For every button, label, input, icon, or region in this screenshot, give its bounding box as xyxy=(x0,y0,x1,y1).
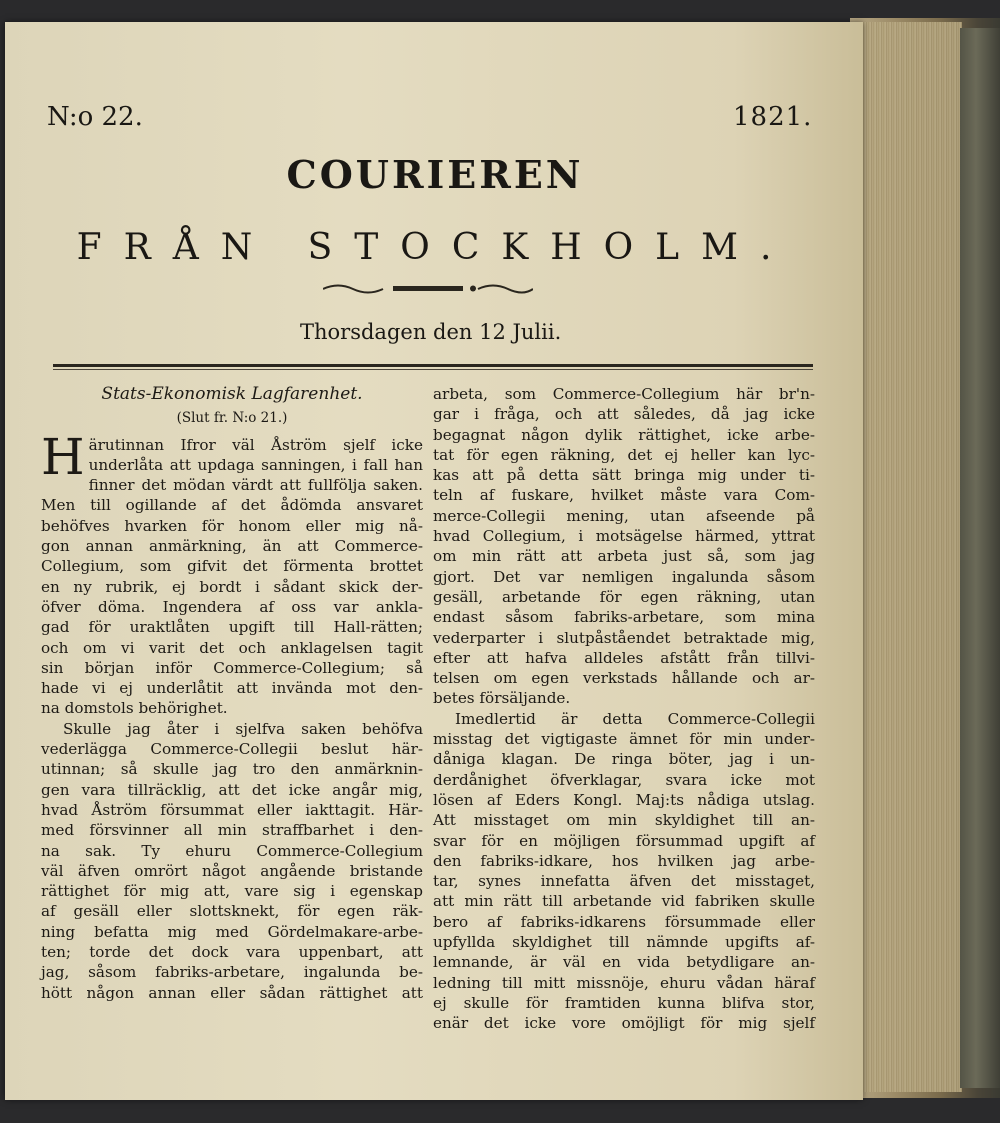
text-line: telsen om egen verkstads hållande och ar- xyxy=(433,669,815,688)
text-line: öfver döma. Ingendera af oss var ankla- xyxy=(41,597,423,616)
issue-number: N:o 22. xyxy=(47,102,143,132)
text-line: misstag det vigtigaste ämnet för min under- xyxy=(433,730,815,749)
text-line: derdånighet öfverklagar, svara icke mot xyxy=(433,770,815,789)
masthead: COURIEREN xyxy=(286,152,584,197)
text-line: gon annan anmärkning, än att Commerce- xyxy=(41,537,423,556)
text-line: Imedlertid är detta Commerce-Collegii xyxy=(455,709,815,728)
text-line: ej skulle för framtiden kunna blifva stor, xyxy=(433,993,815,1012)
article-title: Stats-Ekonomisk Lagfarenhet. xyxy=(101,384,363,404)
text-line: rättighet för mig att, vare sig i egenskap xyxy=(41,882,423,901)
text-line: underlåta att updaga sanningen, i fall han xyxy=(88,455,423,474)
text-line: vederparter i slutpåståendet betraktade mig, xyxy=(433,628,815,647)
text-line: jag, såsom fabriks-arbetare, ingalunda be- xyxy=(41,963,423,982)
text-line: gesäll, arbetande för egen räkning, utan xyxy=(433,587,815,606)
issue-date: Thorsdagen den 12 Julii. xyxy=(300,320,562,344)
text-line: lösen af Eders Kongl. Maj:ts nådiga utslag. xyxy=(433,790,815,809)
text-line: af gesäll eller slottsknekt, för egen räk- xyxy=(41,902,423,921)
text-line: tar, synes innefatta äfven det misstaget, xyxy=(433,872,815,891)
right-paragraph-2 xyxy=(433,709,815,1034)
text-line: begagnat någon dylik rättighet, icke arbe- xyxy=(433,425,815,444)
text-line: ning befatta mig med Gördelmakare-arbe- xyxy=(41,922,423,941)
text-line: hade vi ej underlåtit att invända mot den- xyxy=(41,679,423,698)
text-line: ledning till mitt missnöje, ehuru vådan häraf xyxy=(433,973,815,992)
text-line: lemnande, är väl en vida betydligare an- xyxy=(433,953,815,972)
text-line: bero af fabriks-idkarens försummade eller xyxy=(433,912,815,931)
left-paragraph-1 xyxy=(41,427,423,719)
header-rule-thin xyxy=(53,369,813,370)
text-line: arbeta, som Commerce-Collegium här br'n- xyxy=(433,385,815,403)
text-line: upfyllda skyldighet till nämnde upgifts af- xyxy=(433,933,815,952)
continuation-note: (Slut fr. N:o 21.) xyxy=(176,410,288,427)
text-line: Att misstaget om min skyldighet till an- xyxy=(433,811,815,830)
text-line: med försvinner all min straffbarhet i den- xyxy=(41,821,423,840)
text-line: na domstols behörighet. xyxy=(41,699,228,718)
text-line: ärutinnan Ifror väl Åström sjelf icke xyxy=(88,435,423,454)
text-line: ten; torde det dock vara uppenbart, att xyxy=(41,943,423,962)
text-line: finner det mödan värdt att fullfölja saken. xyxy=(88,476,423,495)
text-line: att min rätt till arbetande vid fabriken skulle xyxy=(433,892,815,911)
text-line: betes försäljande. xyxy=(433,689,571,708)
text-line: hvad Collegium, i motsägelse härmed, yttrat xyxy=(433,527,815,546)
text-line: väl äfven omrört något angående bristande xyxy=(41,861,423,880)
ornament-divider xyxy=(323,280,533,296)
left-column xyxy=(41,384,423,1003)
text-line: enär det icke vore omöjligt för mig sjelf xyxy=(433,1014,815,1033)
text-line: vederlägga Commerce-Collegii beslut här- xyxy=(41,740,423,759)
text-line: Men till ogillande af det ådömda ansvaret xyxy=(41,496,423,515)
text-line: dåniga klagan. De ringa böter, jag i un- xyxy=(433,750,815,769)
text-line: gen vara tillräcklig, att det icke angår mig, xyxy=(41,780,423,799)
text-line: merce-Collegii mening, utan afseende på xyxy=(433,506,815,525)
text-line: en ny rubrik, ej bordt i sådant skick der- xyxy=(41,577,423,596)
text-line: utinnan; så skulle jag tro den anmärknin- xyxy=(41,760,423,779)
text-line: och om vi varit det och anklagelsen tagit xyxy=(41,638,423,657)
newspaper-page xyxy=(5,22,863,1100)
text-line: kas att på detta sätt bringa mig under ti- xyxy=(433,466,815,485)
page-edges xyxy=(862,22,962,1092)
header-rule xyxy=(53,364,813,367)
text-line: hvad Åström försummat eller iakttagit. Här- xyxy=(41,800,423,819)
text-line: behöfves hvarken för honom eller mig nå- xyxy=(41,516,423,535)
subtitle: FRÅN STOCKHOLM. xyxy=(76,227,794,268)
text-line: den fabriks-idkare, hos hvilken jag arbe- xyxy=(433,851,815,870)
text-line: gad för uraktlåten upgift till Hall-rätten; xyxy=(41,618,423,637)
text-line: sin början inför Commerce-Collegium; så xyxy=(41,658,423,677)
text-line: Skulle jag åter i sjelfva saken behöfva xyxy=(63,719,423,738)
book-cover xyxy=(960,28,1000,1088)
drop-cap: H xyxy=(41,427,85,486)
left-paragraph-2 xyxy=(41,719,423,1003)
text-line: efter att hafva alldeles afstått från tillvi- xyxy=(433,648,815,667)
text-line: na sak. Ty ehuru Commerce-Collegium xyxy=(41,841,423,860)
text-line: endast såsom fabriks-arbetare, som mina xyxy=(433,608,815,627)
right-column xyxy=(433,384,815,1034)
issue-year: 1821. xyxy=(733,102,813,132)
text-line: hött någon annan eller sådan rättighet att xyxy=(41,983,423,1002)
text-line: teln af fuskare, hvilket måste vara Com- xyxy=(433,486,815,505)
text-line: gar i fråga, och att således, då jag icke xyxy=(433,405,815,424)
text-line: om min rätt att arbeta just så, som jag xyxy=(433,547,815,566)
right-paragraph-1 xyxy=(433,384,815,709)
text-line: Collegium, som gifvit det förmenta brottet xyxy=(41,557,423,576)
text-line: gjort. Det var nemligen ingalunda såsom xyxy=(433,567,815,586)
text-line: tat för egen räkning, det ej heller kan lyc- xyxy=(433,445,815,464)
text-line: svar för en möjligen försummad upgift af xyxy=(433,831,815,850)
